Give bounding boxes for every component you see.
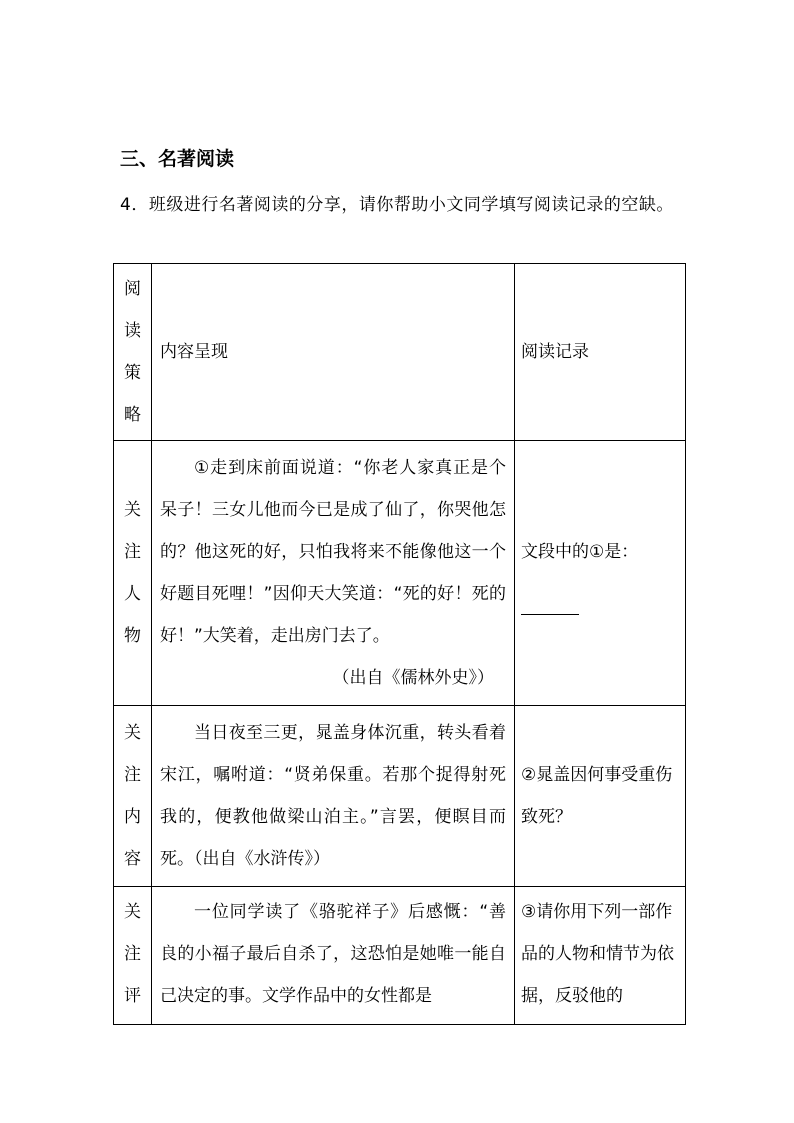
question-text: 4．班级进行名著阅读的分享，请你帮助小文同学填写阅读记录的空缺。	[120, 195, 674, 215]
row-content	[152, 706, 515, 887]
header-record	[515, 264, 686, 441]
content-text: 当日夜至三更，晁盖身体沉重，转头看着宋江，嘱咐道：“贤弟保重。若那个捉得射死我的，便教他做梁山泊主。”言罢，便瞑目而死。（出自《水浒传》）	[160, 723, 506, 869]
record-text: ③请你用下列一部作品的人物和情节为依据，反驳他的	[521, 902, 674, 1006]
row-strategy-label: 关注内容	[124, 723, 141, 869]
content-source: （出自《儒林外史》）	[332, 668, 494, 688]
header-content	[152, 264, 515, 441]
content-text: ①走到床前面说道：“你老人家真正是个呆子！三女儿他而今已是成了仙了，你哭他怎的？他这死的好，只怕我将来不能像他这一个好题目死哩！”因仰天大笑道：“死的好！死的好！”大笑着，走出房门去了。	[160, 458, 506, 646]
table-row	[114, 441, 686, 706]
row-content	[152, 887, 515, 1025]
row-strategy-label: 关注人物	[124, 500, 141, 646]
table-row	[114, 887, 686, 1025]
section-title: 三、名著阅读	[120, 148, 235, 170]
row-strategy-label: 关注评	[124, 902, 141, 1006]
header-strategy	[114, 264, 152, 441]
table-header-row	[114, 264, 686, 441]
table-row	[114, 706, 686, 887]
reading-record-table	[113, 263, 686, 1025]
row-strategy	[114, 706, 152, 887]
header-content-label: 内容呈现	[160, 342, 228, 362]
answer-blank[interactable]	[521, 596, 579, 615]
record-text: 文段中的①是：	[521, 542, 639, 562]
row-content	[152, 441, 515, 706]
header-record-label: 阅读记录	[521, 342, 589, 362]
row-strategy	[114, 441, 152, 706]
row-strategy	[114, 887, 152, 1025]
row-record	[515, 706, 686, 887]
row-record	[515, 887, 686, 1025]
record-text: ②晁盖因何事受重伤致死？	[521, 765, 673, 827]
header-strategy-label: 阅读策略	[124, 279, 141, 425]
row-record	[515, 441, 686, 706]
content-text: 一位同学读了《骆驼祥子》后感慨：“善良的小福子最后自杀了，这恐怕是她唯一能自己决定的事。文学作品中的女性都是	[160, 902, 506, 1006]
